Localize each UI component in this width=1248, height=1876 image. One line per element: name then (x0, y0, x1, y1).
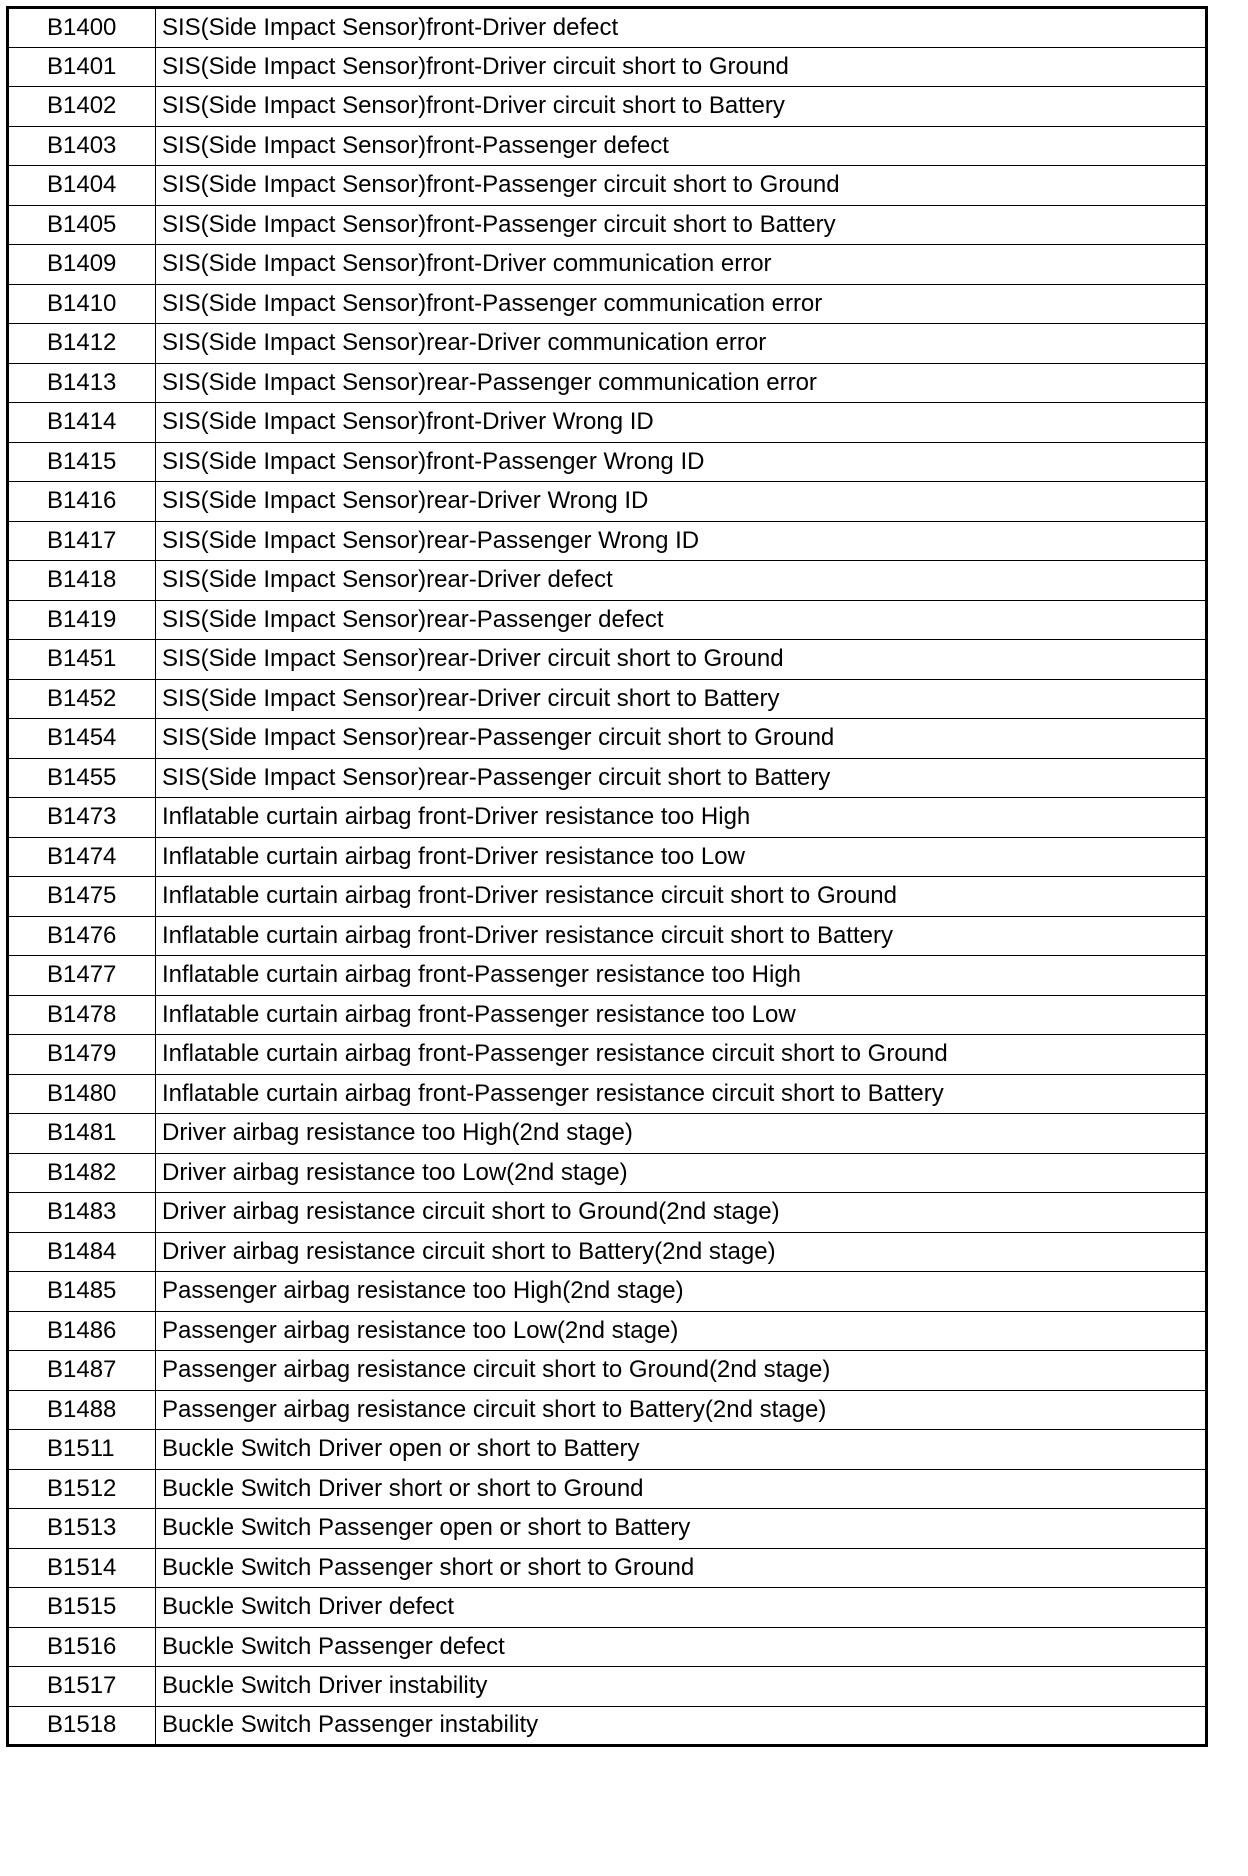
table-row (8, 1430, 1207, 1470)
dtc-code-cell: B1517 (8, 1667, 156, 1707)
dtc-description-cell: SIS(Side Impact Sensor)rear-Passenger Wrong ID (156, 521, 1207, 561)
dtc-code-cell: B1403 (8, 126, 156, 166)
table-row (8, 1193, 1207, 1233)
dtc-code-cell: B1455 (8, 758, 156, 798)
dtc-code-cell: B1410 (8, 284, 156, 324)
dtc-description-cell: Buckle Switch Driver defect (156, 1588, 1207, 1628)
dtc-description-cell: SIS(Side Impact Sensor)rear-Passenger circuit short to Ground (156, 719, 1207, 759)
dtc-description-cell: Inflatable curtain airbag front-Driver resistance circuit short to Battery (156, 916, 1207, 956)
table-row (8, 482, 1207, 522)
table-row (8, 1272, 1207, 1312)
dtc-code-cell: B1401 (8, 47, 156, 87)
dtc-code-cell: B1486 (8, 1311, 156, 1351)
dtc-description-cell: Driver airbag resistance circuit short to Ground(2nd stage) (156, 1193, 1207, 1233)
dtc-description-cell: Inflatable curtain airbag front-Driver resistance too Low (156, 837, 1207, 877)
dtc-code-cell: B1479 (8, 1035, 156, 1075)
dtc-description-cell: SIS(Side Impact Sensor)rear-Passenger circuit short to Battery (156, 758, 1207, 798)
dtc-code-cell: B1419 (8, 600, 156, 640)
dtc-description-cell: SIS(Side Impact Sensor)front-Passenger communication error (156, 284, 1207, 324)
dtc-code-cell: B1514 (8, 1548, 156, 1588)
dtc-code-cell: B1413 (8, 363, 156, 403)
dtc-description-cell: Buckle Switch Passenger short or short to Ground (156, 1548, 1207, 1588)
table-row (8, 166, 1207, 206)
dtc-code-cell: B1404 (8, 166, 156, 206)
table-row (8, 284, 1207, 324)
dtc-description-cell: SIS(Side Impact Sensor)front-Passenger circuit short to Battery (156, 205, 1207, 245)
dtc-code-cell: B1452 (8, 679, 156, 719)
table-row (8, 995, 1207, 1035)
dtc-description-cell: Inflatable curtain airbag front-Passenger resistance too Low (156, 995, 1207, 1035)
dtc-code-cell: B1518 (8, 1706, 156, 1746)
dtc-description-cell: Buckle Switch Passenger defect (156, 1627, 1207, 1667)
table-row (8, 640, 1207, 680)
dtc-description-cell: Driver airbag resistance too High(2nd stage) (156, 1114, 1207, 1154)
table-row (8, 126, 1207, 166)
table-row (8, 8, 1207, 48)
dtc-code-cell: B1476 (8, 916, 156, 956)
dtc-description-cell: SIS(Side Impact Sensor)rear-Driver Wrong ID (156, 482, 1207, 522)
dtc-code-cell: B1415 (8, 442, 156, 482)
dtc-description-cell: Passenger airbag resistance too Low(2nd stage) (156, 1311, 1207, 1351)
table-row (8, 600, 1207, 640)
dtc-table-body (8, 8, 1207, 1746)
dtc-description-cell: Inflatable curtain airbag front-Driver resistance circuit short to Ground (156, 877, 1207, 917)
table-row (8, 1074, 1207, 1114)
table-row (8, 719, 1207, 759)
dtc-description-cell: Buckle Switch Passenger instability (156, 1706, 1207, 1746)
dtc-code-cell: B1482 (8, 1153, 156, 1193)
dtc-code-cell: B1480 (8, 1074, 156, 1114)
table-row (8, 403, 1207, 443)
dtc-description-cell: SIS(Side Impact Sensor)rear-Driver communication error (156, 324, 1207, 364)
table-row (8, 87, 1207, 127)
dtc-code-cell: B1477 (8, 956, 156, 996)
dtc-table (6, 6, 1208, 1747)
table-row (8, 1706, 1207, 1746)
dtc-description-cell: SIS(Side Impact Sensor)front-Driver defect (156, 8, 1207, 48)
dtc-description-cell: Inflatable curtain airbag front-Passenger resistance circuit short to Battery (156, 1074, 1207, 1114)
table-row (8, 1351, 1207, 1391)
dtc-description-cell: Inflatable curtain airbag front-Passenger resistance too High (156, 956, 1207, 996)
dtc-code-cell: B1511 (8, 1430, 156, 1470)
dtc-description-cell: SIS(Side Impact Sensor)front-Driver Wrong ID (156, 403, 1207, 443)
dtc-code-cell: B1513 (8, 1509, 156, 1549)
table-row (8, 245, 1207, 285)
dtc-description-cell: SIS(Side Impact Sensor)front-Driver communication error (156, 245, 1207, 285)
dtc-code-cell: B1484 (8, 1232, 156, 1272)
table-row (8, 1153, 1207, 1193)
dtc-code-cell: B1418 (8, 561, 156, 601)
dtc-code-cell: B1516 (8, 1627, 156, 1667)
dtc-description-cell: SIS(Side Impact Sensor)rear-Driver circuit short to Ground (156, 640, 1207, 680)
dtc-description-cell: Driver airbag resistance too Low(2nd stage) (156, 1153, 1207, 1193)
table-row (8, 205, 1207, 245)
dtc-description-cell: SIS(Side Impact Sensor)rear-Driver defect (156, 561, 1207, 601)
dtc-code-cell: B1402 (8, 87, 156, 127)
dtc-description-cell: Buckle Switch Driver instability (156, 1667, 1207, 1707)
dtc-code-cell: B1416 (8, 482, 156, 522)
dtc-code-cell: B1473 (8, 798, 156, 838)
dtc-description-cell: SIS(Side Impact Sensor)front-Driver circuit short to Ground (156, 47, 1207, 87)
dtc-description-cell: Driver airbag resistance circuit short to Battery(2nd stage) (156, 1232, 1207, 1272)
table-row (8, 877, 1207, 917)
table-row (8, 47, 1207, 87)
dtc-description-cell: SIS(Side Impact Sensor)front-Driver circuit short to Battery (156, 87, 1207, 127)
table-row (8, 1035, 1207, 1075)
dtc-description-cell: SIS(Side Impact Sensor)rear-Driver circuit short to Battery (156, 679, 1207, 719)
dtc-description-cell: Inflatable curtain airbag front-Driver resistance too High (156, 798, 1207, 838)
table-row (8, 1588, 1207, 1628)
dtc-description-cell: Buckle Switch Driver open or short to Battery (156, 1430, 1207, 1470)
dtc-description-cell: Buckle Switch Passenger open or short to Battery (156, 1509, 1207, 1549)
table-row (8, 1114, 1207, 1154)
dtc-code-cell: B1412 (8, 324, 156, 364)
dtc-code-cell: B1512 (8, 1469, 156, 1509)
table-row (8, 1469, 1207, 1509)
table-row (8, 1548, 1207, 1588)
dtc-description-cell: Passenger airbag resistance circuit short to Ground(2nd stage) (156, 1351, 1207, 1391)
dtc-description-cell: SIS(Side Impact Sensor)front-Passenger circuit short to Ground (156, 166, 1207, 206)
table-row (8, 956, 1207, 996)
table-row (8, 679, 1207, 719)
dtc-code-cell: B1417 (8, 521, 156, 561)
dtc-code-cell: B1481 (8, 1114, 156, 1154)
table-row (8, 442, 1207, 482)
table-row (8, 561, 1207, 601)
table-row (8, 798, 1207, 838)
table-row (8, 1232, 1207, 1272)
table-row (8, 1390, 1207, 1430)
dtc-code-cell: B1405 (8, 205, 156, 245)
dtc-description-cell: SIS(Side Impact Sensor)front-Passenger defect (156, 126, 1207, 166)
dtc-description-cell: Passenger airbag resistance too High(2nd stage) (156, 1272, 1207, 1312)
dtc-code-cell: B1478 (8, 995, 156, 1035)
dtc-code-cell: B1487 (8, 1351, 156, 1391)
dtc-description-cell: SIS(Side Impact Sensor)front-Passenger Wrong ID (156, 442, 1207, 482)
table-row (8, 521, 1207, 561)
dtc-code-cell: B1485 (8, 1272, 156, 1312)
dtc-code-cell: B1474 (8, 837, 156, 877)
dtc-code-cell: B1515 (8, 1588, 156, 1628)
dtc-code-cell: B1400 (8, 8, 156, 48)
table-row (8, 916, 1207, 956)
table-row (8, 1311, 1207, 1351)
dtc-code-cell: B1483 (8, 1193, 156, 1233)
dtc-code-cell: B1475 (8, 877, 156, 917)
dtc-code-cell: B1414 (8, 403, 156, 443)
dtc-description-cell: SIS(Side Impact Sensor)rear-Passenger defect (156, 600, 1207, 640)
dtc-code-cell: B1454 (8, 719, 156, 759)
dtc-code-cell: B1451 (8, 640, 156, 680)
table-row (8, 837, 1207, 877)
table-row (8, 324, 1207, 364)
dtc-description-cell: Passenger airbag resistance circuit short to Battery(2nd stage) (156, 1390, 1207, 1430)
table-row (8, 1509, 1207, 1549)
dtc-code-cell: B1488 (8, 1390, 156, 1430)
table-row (8, 758, 1207, 798)
dtc-description-cell: SIS(Side Impact Sensor)rear-Passenger communication error (156, 363, 1207, 403)
dtc-description-cell: Buckle Switch Driver short or short to Ground (156, 1469, 1207, 1509)
table-row (8, 1627, 1207, 1667)
dtc-code-cell: B1409 (8, 245, 156, 285)
table-row (8, 1667, 1207, 1707)
dtc-description-cell: Inflatable curtain airbag front-Passenger resistance circuit short to Ground (156, 1035, 1207, 1075)
table-row (8, 363, 1207, 403)
